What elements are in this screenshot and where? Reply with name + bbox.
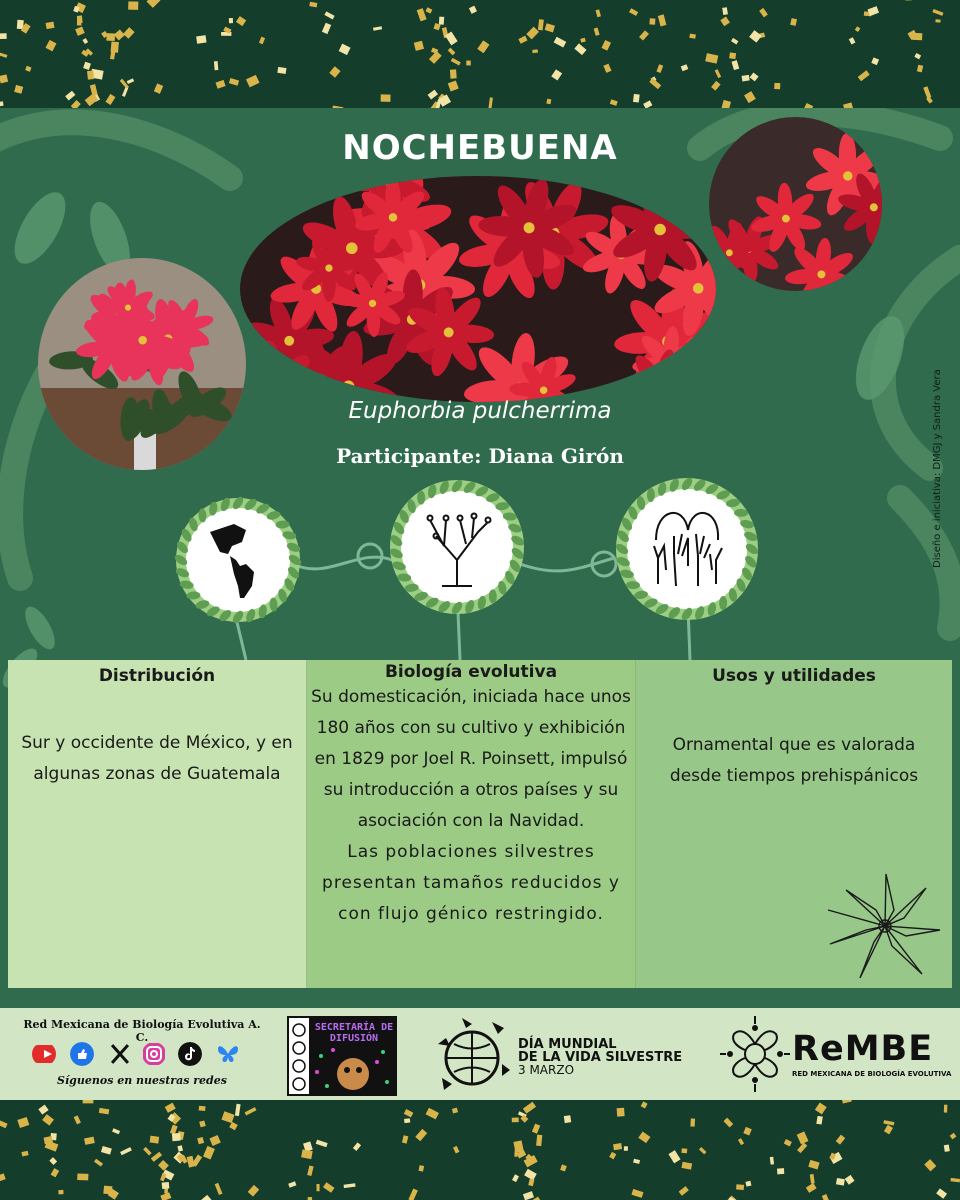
confetti-piece [950,1178,960,1182]
confetti-piece [613,1143,622,1150]
confetti-piece [0,1173,6,1183]
confetti-piece [924,1159,936,1171]
confetti-piece [679,1186,689,1196]
confetti-piece [518,36,527,44]
uses-heading: Usos y utilidades [712,666,876,686]
confetti-piece [526,27,539,40]
confetti-piece [99,1108,109,1115]
confetti-piece [128,1,138,9]
confetti-piece [323,1182,335,1193]
confetti-piece [344,1183,356,1188]
confetti-piece [450,69,457,78]
confetti-piece [649,18,655,25]
confetti-piece [871,57,879,65]
confetti-piece [329,66,340,77]
confetti-piece [610,99,618,106]
confetti-piece [512,1118,519,1123]
confetti-piece [94,1159,103,1167]
design-credit: Diseño e iniciativa: DMGJ y Sandra Vera [932,369,943,568]
page-title: NOCHEBUENA [342,128,618,168]
domestication-text: Su domesticación, iniciada hace unos 180 años con su cultivo y exhibición en 1829 por Joel R. Poinsett, impulsó su introducción a otros países y su asociación con la Navidad. [311,687,631,831]
confetti-piece [808,1160,819,1170]
confetti-piece [705,53,718,64]
confetti-piece [402,1135,408,1143]
confetti-piece [83,62,91,70]
confetti-piece [523,1191,534,1200]
confetti-piece [229,1122,238,1130]
confetti-piece [14,85,23,94]
confetti-piece [235,1104,241,1116]
confetti-piece [564,1115,571,1123]
confetti-piece [0,33,7,39]
confetti-piece [246,75,260,88]
confetti-piece [744,91,756,103]
confetti-piece [101,1146,112,1155]
confetti-piece [532,49,538,53]
confetti-piece [77,15,83,23]
confetti-piece [617,1108,625,1117]
confetti-piece [729,52,736,59]
confetti-piece [452,1108,458,1114]
confetti-piece [143,1147,151,1156]
confetti-piece [404,1109,414,1117]
footer [0,1008,960,1100]
confetti-piece [83,1100,94,1103]
confetti-piece [658,14,667,26]
distribution-heading: Distribución [98,666,216,686]
facebook-icon[interactable] [70,1042,94,1066]
wild-populations-text: Las poblaciones silvestres presentan tamaños reducidos y con flujo génico restringido. [322,842,620,924]
confetti-piece [797,1143,807,1154]
confetti-piece [715,69,721,78]
confetti-piece [172,1133,181,1141]
confetti-piece [322,23,331,34]
confetti-piece [815,1102,827,1114]
youtube-icon[interactable] [32,1042,56,1066]
confetti-piece [82,38,88,44]
confetti-piece [419,1165,425,1171]
confetti-piece [414,41,424,51]
confetti-piece [426,7,433,13]
confetti-piece [203,1146,215,1160]
organization-name: Red Mexicana de Biología Evolutiva A. C. [23,1018,261,1044]
confetti-piece [162,1182,170,1189]
wildlife-day-line2: DE LA VIDA SILVESTRE [518,1050,683,1065]
confetti-piece [536,1135,542,1147]
confetti-piece [426,1108,439,1120]
distribution-text: Sur y occidente de México, y en algunas zonas de Guatemala [21,733,293,784]
confetti-piece [624,1146,628,1151]
confetti-piece [38,1105,48,1115]
confetti-piece [106,33,115,41]
confetti-piece [154,83,163,93]
confetti-piece [127,78,134,84]
confetti-piece [731,38,738,45]
confetti-piece [0,101,4,107]
confetti-piece [245,1107,257,1115]
confetti-piece [514,1148,518,1157]
confetti-piece [774,83,780,89]
social-icons [26,1042,256,1070]
confetti-piece [724,1118,734,1128]
confetti-piece [415,1129,427,1141]
confetti-piece [633,1159,640,1164]
confetti-piece [209,1135,220,1146]
confetti-piece [65,91,75,101]
confetti-piece [849,37,856,44]
confetti-piece [950,1133,957,1140]
confetti-piece [883,1120,894,1125]
confetti-piece [339,44,351,55]
confetti-piece [806,1183,817,1193]
confetti-piece [122,87,128,97]
confetti-piece [580,38,585,43]
confetti-piece [301,1149,313,1159]
uses-text: Ornamental que es valorada desde tiempos prehispánicos [669,735,919,786]
confetti-piece [112,1128,120,1134]
confetti-piece [451,58,461,66]
confetti-piece [215,1183,223,1195]
confetti-piece [551,69,562,80]
confetti-piece [689,34,696,39]
confetti-piece [639,30,649,40]
confetti-piece [770,1157,774,1165]
confetti-piece [923,86,931,98]
confetti-piece [681,1162,692,1170]
confetti-piece [158,1160,169,1171]
confetti-piece [123,27,135,39]
confetti-piece [417,8,427,21]
confetti-piece [187,1156,195,1168]
confetti-piece [0,74,8,83]
confetti-decoration [0,0,960,108]
confetti-piece [836,1178,845,1186]
tiktok-icon[interactable] [178,1042,202,1066]
confetti-piece [858,70,870,81]
confetti-piece [681,64,689,71]
confetti-piece [49,1157,57,1165]
confetti-piece [528,1178,534,1186]
confetti-piece [845,1175,855,1185]
confetti-piece [373,26,382,30]
confetti-piece [699,1147,706,1154]
confetti-piece [453,1146,459,1154]
confetti-piece [836,1135,846,1145]
confetti-piece [554,37,567,48]
rembe-subtitle: RED MEXICANA DE BIOLOGÍA EVOLUTIVA [792,1070,952,1078]
confetti-piece [742,75,750,82]
confetti-piece [538,19,544,30]
distribution-column [8,660,307,988]
confetti-piece [51,1168,60,1177]
confetti-piece [738,1138,744,1145]
confetti-piece [532,1124,540,1134]
confetti-piece [177,1145,183,1151]
confetti-piece [259,37,265,45]
confetti-piece [722,7,728,15]
confetti-piece [197,1137,204,1144]
confetti-piece [42,1114,54,1126]
confetti-piece [77,1173,88,1180]
wildlife-day-date: 3 MARZO [518,1063,575,1077]
confetti-piece [428,90,438,100]
confetti-piece [545,23,555,32]
x-icon[interactable] [108,1042,132,1066]
confetti-piece [596,9,601,17]
evolutionary-biology-icon-badge [386,476,528,618]
confetti-piece [638,1132,650,1144]
confetti-piece [229,18,233,23]
confetti-piece [277,67,286,74]
confetti-piece [199,1106,206,1111]
confetti-band-bottom [0,1100,960,1200]
confetti-piece [469,6,477,14]
confetti-piece [546,99,551,105]
confetti-piece [199,1120,206,1127]
confetti-piece [58,1190,63,1194]
confetti-piece [21,1151,28,1157]
confetti-piece [111,42,119,53]
confetti-piece [731,60,739,70]
confetti-piece [749,30,762,42]
evolutionary-biology-heading: Biología evolutiva [384,662,558,682]
wildlife-day-line1: DÍA MUNDIAL [518,1037,617,1052]
evolutionary-biology-column [307,660,636,988]
confetti-piece [307,1166,313,1176]
confetti-piece [560,1164,567,1171]
confetti-piece [229,78,239,86]
confetti-piece [935,19,940,22]
confetti-piece [120,1147,132,1155]
confetti-piece [609,1152,616,1159]
confetti-piece [629,8,638,16]
poinsettia-line-drawing-icon [826,870,944,982]
confetti-band-top [0,0,960,108]
uses-column [636,660,952,988]
confetti-piece [631,1189,643,1198]
confetti-piece [745,1181,751,1187]
confetti-piece [25,66,31,72]
confetti-piece [408,1188,417,1200]
confetti-piece [288,1181,296,1187]
confetti-piece [17,1117,29,1128]
confetti-piece [46,22,55,30]
confetti-piece [722,100,732,108]
confetti-piece [524,1155,538,1167]
confetti-piece [466,60,471,65]
secretaria-difusion-text: SECRETARÍA DE DIFUSIÓN [314,1022,394,1044]
confetti-piece [87,70,94,79]
confetti-piece [743,1127,751,1136]
confetti-piece [594,27,600,35]
confetti-piece [736,1184,744,1190]
confetti-piece [429,51,442,64]
confetti-piece [633,94,640,103]
confetti-piece [248,1185,260,1197]
confetti-piece [0,1120,8,1128]
confetti-piece [711,81,720,91]
confetti-piece [601,40,611,51]
confetti-piece [668,1150,680,1163]
confetti-piece [905,0,912,1]
confetti-piece [512,1174,519,1182]
confetti-piece [855,26,861,32]
confetti-piece [643,100,652,108]
confetti-piece [914,53,921,59]
confetti-piece [309,2,317,8]
confetti-piece [681,1148,687,1153]
confetti-piece [797,1131,809,1144]
rembe-ornament-icon [720,1014,790,1094]
confetti-piece [71,100,81,108]
distribution-icon-badge [172,494,304,626]
confetti-piece [84,1137,95,1145]
confetti-piece [810,1174,815,1184]
confetti-piece [911,33,922,40]
confetti-piece [74,1115,81,1124]
confetti-piece [603,64,611,73]
confetti-piece [759,8,768,17]
world-wildlife-day-globe-icon [432,1014,512,1094]
confetti-piece [936,1188,947,1198]
confetti-piece [944,1144,950,1151]
info-columns [8,660,952,988]
confetti-piece [114,29,125,40]
confetti-piece [221,1111,234,1123]
confetti-piece [316,1140,328,1148]
confetti-piece [150,1136,160,1144]
confetti-piece [488,97,493,108]
confetti-piece [656,64,663,73]
confetti-piece [944,1105,948,1113]
participant-name: Participante: Diana Girón [336,444,624,468]
confetti-piece [214,61,218,70]
confetti-piece [353,1142,361,1151]
confetti-piece [448,80,459,91]
confetti-piece [147,0,161,8]
confetti-piece [216,80,226,89]
follow-us-text: Síguenos en nuestras redes [57,1074,227,1087]
confetti-piece [574,43,586,55]
confetti-piece [236,16,246,26]
confetti-piece [790,18,797,26]
confetti-piece [439,17,444,25]
confetti-piece [324,11,334,19]
confetti-piece [477,40,489,53]
confetti-piece [822,1194,830,1200]
confetti-piece [750,72,759,81]
secretaria-difusion-logo [287,1016,397,1096]
confetti-piece [884,1125,893,1135]
confetti-piece [720,17,730,27]
confetti-piece [75,26,85,35]
confetti-piece [199,1195,211,1200]
confetti-piece [777,1168,784,1174]
confetti-piece [196,35,206,44]
confetti-piece [316,1184,319,1191]
confetti-piece [105,94,115,105]
confetti-piece [523,1102,536,1114]
confetti-piece [917,65,923,73]
scientific-name: Euphorbia pulcherrima [348,398,612,424]
instagram-icon[interactable] [142,1042,166,1066]
confetti-piece [816,1116,822,1125]
confetti-piece [381,94,391,101]
confetti-piece [784,1139,792,1146]
confetti-piece [151,1152,162,1162]
confetti-decoration [0,1100,960,1200]
world-wildlife-day-text [518,1038,698,1077]
confetti-piece [842,1100,852,1103]
confetti-piece [120,79,129,89]
bluesky-icon[interactable] [216,1042,240,1066]
confetti-piece [170,1125,178,1135]
confetti-piece [690,1118,695,1126]
rembe-wordmark: ReMBE [792,1029,934,1069]
confetti-piece [641,1101,648,1108]
confetti-piece [0,53,7,58]
confetti-piece [404,1118,410,1123]
confetti-piece [45,1140,59,1151]
uses-icon-badge [612,474,762,624]
confetti-piece [45,40,56,52]
confetti-piece [448,48,456,56]
confetti-piece [165,1103,176,1113]
confetti-piece [932,9,943,16]
